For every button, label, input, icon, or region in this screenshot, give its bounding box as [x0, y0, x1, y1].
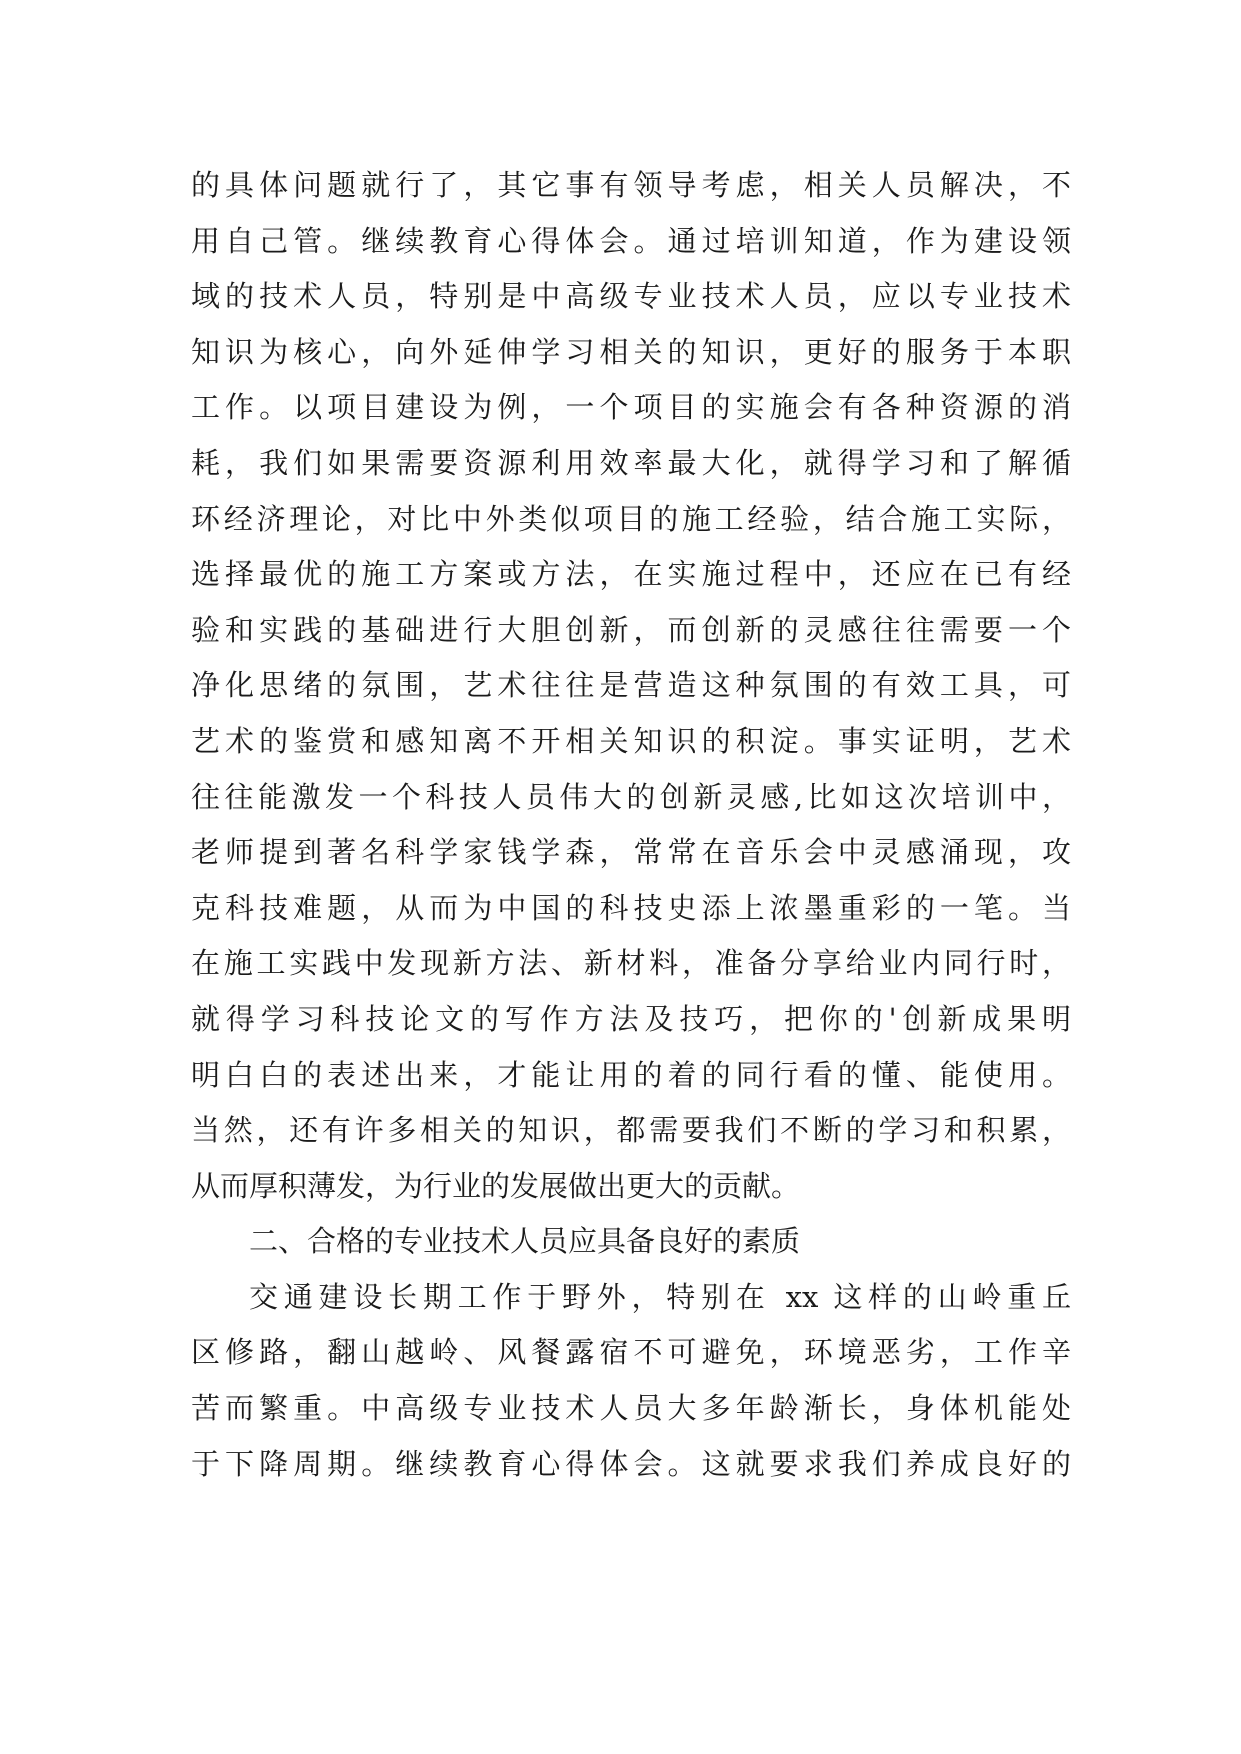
- text-line: 从而厚积薄发，为行业的发展做出更大的贡献。: [191, 1168, 801, 1203]
- text-line: 用自己管。继续教育心得体会。通过培训知道，作为建设领: [191, 223, 1071, 258]
- text-line: 选择最优的施工方案或方法，在实施过程中，还应在已有经: [191, 557, 1071, 592]
- text-line: 交通建设长期工作于野外，特别在 xx 这样的山岭重丘: [249, 1279, 1071, 1314]
- document-body: [191, 158, 1071, 1492]
- text-line: 于下降周期。继续教育心得体会。这就要求我们养成良好的: [191, 1446, 1071, 1481]
- text-line: 知识为核心，向外延伸学习相关的知识，更好的服务于本职: [191, 334, 1071, 369]
- text-line: 明白白的表述出来，才能让用的着的同行看的懂、能使用。: [191, 1057, 1071, 1092]
- text-line: 在施工实践中发现新方法、新材料，准备分享给业内同行时，: [191, 946, 1071, 981]
- text-line: 艺术的鉴赏和感知离不开相关知识的积淀。事实证明，艺术: [191, 723, 1071, 758]
- text-line: 区修路，翻山越岭、风餐露宿不可避免，环境恶劣，工作辛: [191, 1335, 1071, 1370]
- text-line: 净化思绪的氛围，艺术往往是营造这种氛围的有效工具，可: [191, 668, 1071, 703]
- text-line: 老师提到著名科学家钱学森，常常在音乐会中灵感涌现，攻: [191, 835, 1071, 870]
- text-line: 克科技难题，从而为中国的科技史添上浓墨重彩的一笔。当: [191, 890, 1071, 925]
- text-line: 环经济理论，对比中外类似项目的施工经验，结合施工实际，: [191, 501, 1071, 536]
- text-line: 苦而繁重。中高级专业技术人员大多年龄渐长，身体机能处: [191, 1391, 1071, 1426]
- text-line: 耗，我们如果需要资源利用效率最大化，就得学习和了解循: [191, 445, 1071, 480]
- text-line: 工作。以项目建设为例，一个项目的实施会有各种资源的消: [191, 390, 1071, 425]
- text-line: 的具体问题就行了，其它事有领导考虑，相关人员解决，不: [191, 168, 1071, 202]
- text-line: 域的技术人员，特别是中高级专业技术人员，应以专业技术: [191, 279, 1071, 314]
- text-line: 当然，还有许多相关的知识，都需要我们不断的学习和积累，: [191, 1113, 1071, 1148]
- text-line: 往往能激发一个科技人员伟大的创新灵感,比如这次培训中，: [191, 779, 1071, 814]
- text-line: 验和实践的基础进行大胆创新，而创新的灵感往往需要一个: [191, 612, 1071, 647]
- text-line: 就得学习科技论文的写作方法及技巧，把你的'创新成果明: [191, 1001, 1071, 1036]
- text-line: 二、合格的专业技术人员应具备良好的素质: [249, 1224, 801, 1259]
